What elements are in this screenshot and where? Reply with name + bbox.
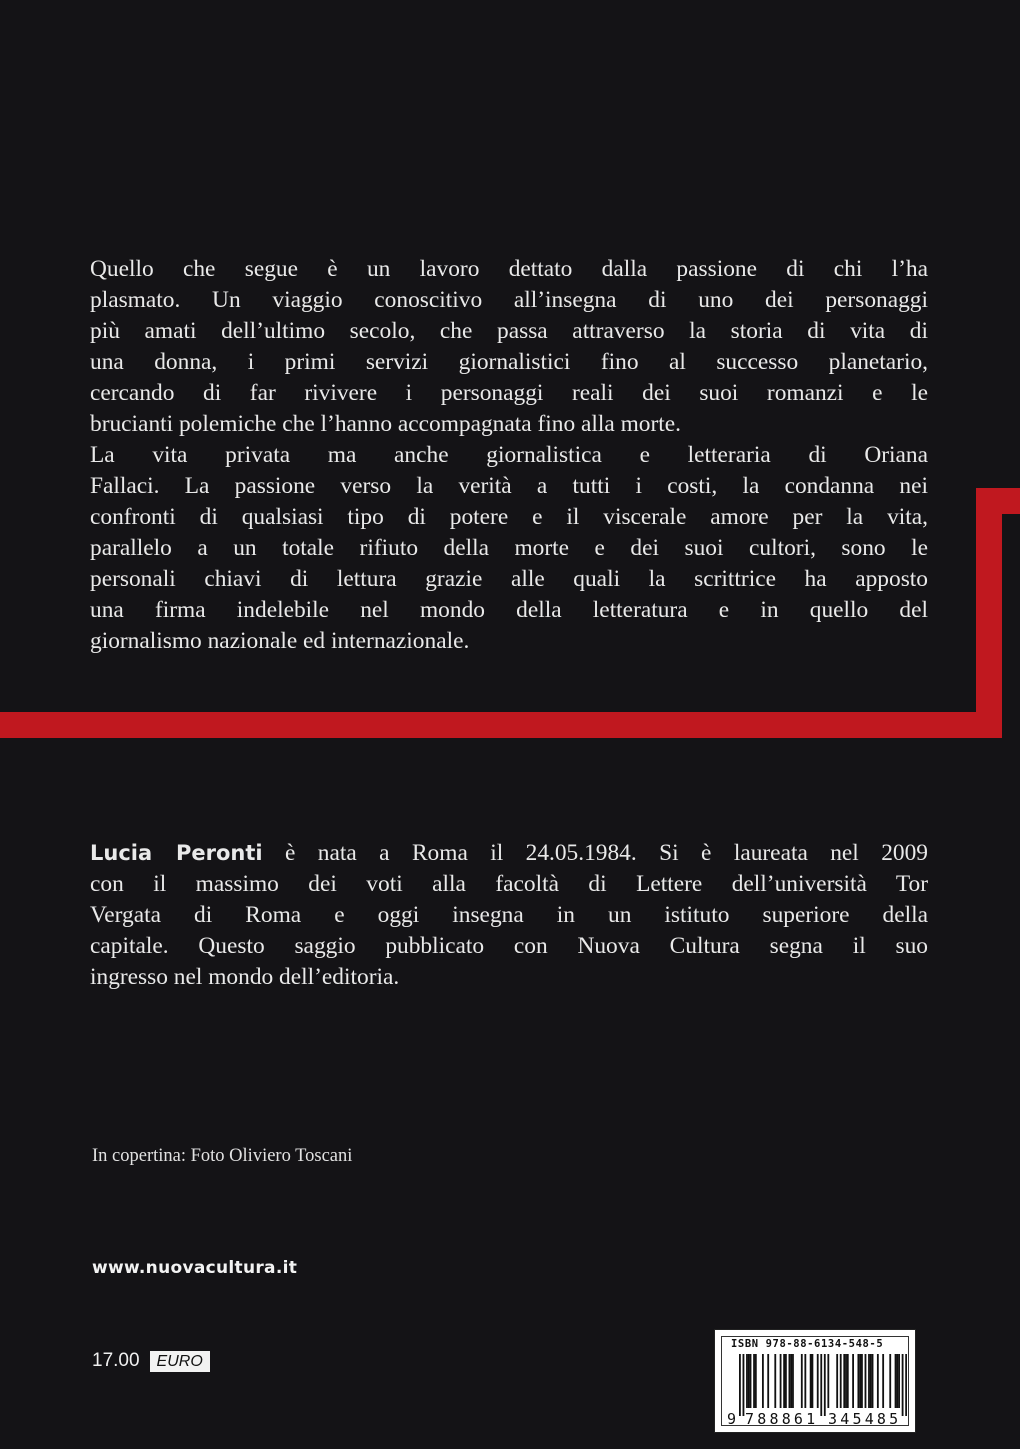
barcode-bar (905, 1354, 907, 1416)
bio-line: capitale. Questo saggio pubblicato con Nuova Cultura segna il suo (90, 933, 928, 959)
synopsis-line: una donna, i primi servizi giornalistici fino al successo planetario, (90, 349, 928, 375)
barcode-bar (743, 1354, 745, 1416)
barcode-bar (801, 1354, 803, 1408)
barcode-bar (817, 1354, 819, 1408)
publisher-website: www.nuovacultura.it (92, 1258, 298, 1278)
barcode-bar (840, 1354, 842, 1408)
ean-first-digit: 9 (727, 1410, 737, 1428)
barcode-bar (865, 1354, 867, 1408)
synopsis-line: cercando di far rivivere i personaggi reali dei suoi romanzi e le (90, 380, 928, 406)
barcode-bar (748, 1354, 750, 1408)
barcode-bars (739, 1354, 907, 1416)
barcode-bar (783, 1354, 785, 1408)
barcode-bar (902, 1354, 904, 1416)
barcode-bar (845, 1354, 847, 1408)
bio-line: Vergata di Roma e oggi insegna in un istituto superiore della (90, 902, 928, 928)
bio-line: con il massimo dei voti alla facoltà di Lettere dell’università Tor (90, 871, 928, 897)
ean-left-group: 788861 (745, 1410, 819, 1428)
synopsis-line: brucianti polemiche che l’hanno accompagnata fino alla morte. (90, 411, 682, 437)
synopsis-line: più amati dell’ultimo secolo, che passa attraverso la storia di vita di (90, 318, 928, 344)
barcode-bar (895, 1354, 897, 1408)
barcode-bar (843, 1354, 845, 1408)
synopsis-line: confronti di qualsiasi tipo di potere e il viscerale amore per la vita, (90, 504, 928, 530)
barcode-bar (746, 1354, 748, 1408)
barcode-bar (859, 1354, 861, 1408)
bio-line (90, 838, 928, 869)
barcode-bar (804, 1354, 806, 1408)
barcode-bar (753, 1354, 755, 1408)
barcode-bar (857, 1354, 859, 1408)
barcode-bar (882, 1354, 884, 1408)
barcode-bar (870, 1354, 872, 1408)
barcode-bar (755, 1354, 757, 1408)
barcode-bar (852, 1354, 854, 1408)
barcode-bar (739, 1354, 741, 1416)
author-name: Lucia Peronti (90, 841, 263, 865)
synopsis-line: personali chiavi di lettura grazie alle quali la scrittrice ha apposto (90, 566, 928, 592)
synopsis-line: La vita privata ma anche giornalistica e letteraria di Oriana (90, 442, 928, 468)
barcode-bar (836, 1354, 838, 1408)
cover-photo-credit: In copertina: Foto Oliviero Toscani (92, 1146, 353, 1166)
barcode-bar (810, 1354, 812, 1408)
barcode-bar (872, 1354, 874, 1408)
barcode-bar (785, 1354, 787, 1408)
barcode-bar (889, 1354, 891, 1408)
synopsis-text (90, 254, 928, 657)
barcode-bar (790, 1354, 792, 1408)
synopsis-line: giornalismo nazionale ed internazionale. (90, 628, 470, 654)
barcode-bar (861, 1354, 863, 1408)
barcode-bar (792, 1354, 794, 1408)
barcode-bar (820, 1354, 822, 1416)
bio-first-line: è nata a Roma il 24.05.1984. Si è laureata nel 2009 (262, 840, 928, 866)
barcode-bar (827, 1354, 829, 1408)
synopsis-line: Quello che segue è un lavoro dettato dalla passione di chi l’ha (90, 256, 928, 282)
ean-right-group: 345485 (828, 1410, 902, 1428)
synopsis-line: plasmato. Un viaggio conoscitivo all’insegna di uno dei personaggi (90, 287, 928, 313)
synopsis-line: parallelo a un totale rifiuto della morte e dei suoi cultori, sono le (90, 535, 928, 561)
barcode-bar (812, 1354, 814, 1408)
barcode-bar (774, 1354, 776, 1408)
red-accent-band (0, 712, 1002, 738)
barcode-bar (898, 1354, 900, 1408)
isbn-barcode (715, 1330, 915, 1432)
price-amount: 17.00 (92, 1350, 140, 1371)
barcode-bar (877, 1354, 879, 1408)
synopsis-line: Fallaci. La passione verso la verità a tutti i costi, la condanna nei (90, 473, 928, 499)
barcode-bar (780, 1354, 782, 1408)
barcode-bar (824, 1354, 826, 1416)
price-currency-badge: EURO (150, 1351, 210, 1372)
barcode-bar (762, 1354, 764, 1408)
barcode-bar (868, 1354, 870, 1408)
synopsis-line: una firma indelebile nel mondo della letteratura e in quello del (90, 597, 928, 623)
isbn-label: ISBN 978-88-6134-548-5 (731, 1338, 884, 1350)
barcode-bar (847, 1354, 849, 1408)
barcode-bar (767, 1354, 769, 1408)
price (92, 1350, 210, 1372)
barcode-bar (789, 1354, 791, 1408)
barcode-bar (896, 1354, 898, 1408)
red-accent-vertical (976, 488, 1002, 738)
bio-line: ingresso nel mondo dell’editoria. (90, 964, 400, 990)
barcode-bar (750, 1354, 752, 1408)
author-bio (90, 838, 928, 993)
